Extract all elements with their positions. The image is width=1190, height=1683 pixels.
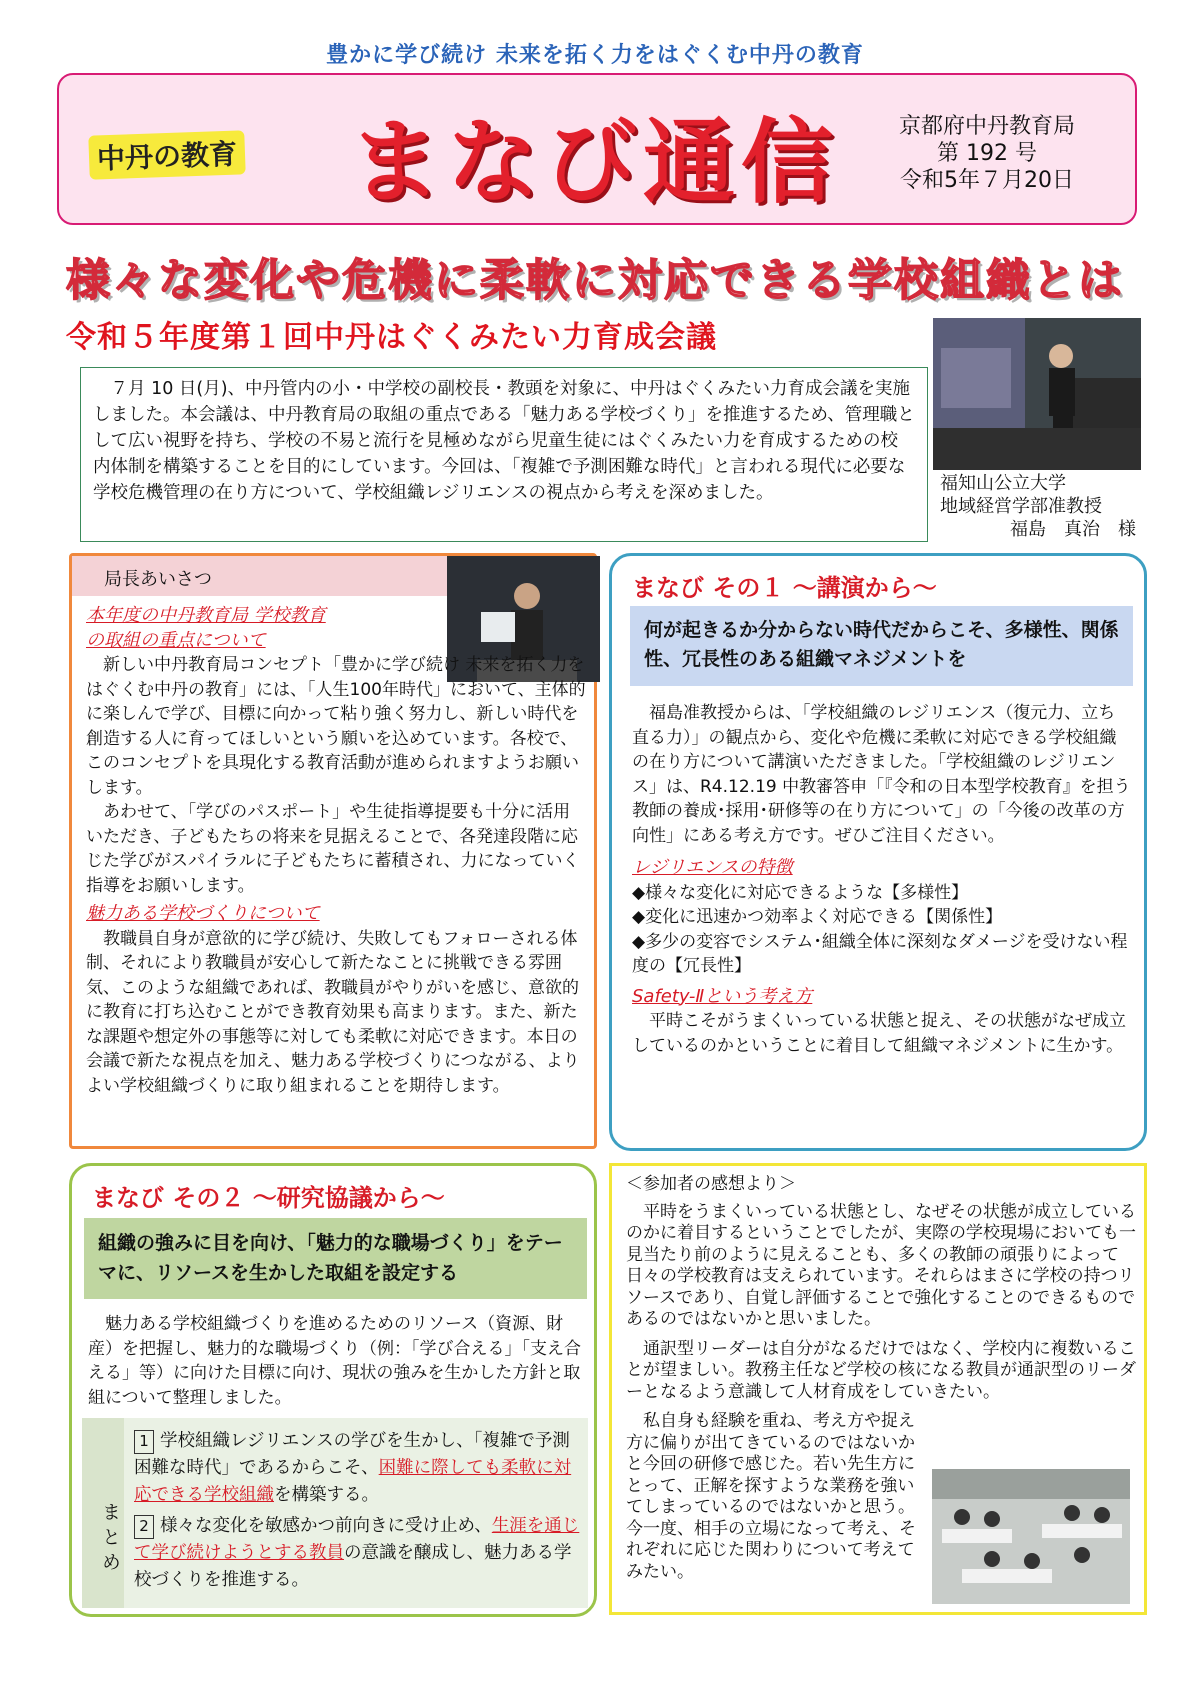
speaker-position: 地域経営学部准教授: [940, 496, 1102, 517]
speaker-photo: [933, 318, 1141, 470]
intro-text: ７月 10 日(月)、中丹管内の小・中学校の副校長・教頭を対象に、中丹はぐくみたい力育成会議を実施しました。本会議は、中丹教育局の取組の重点である「魅力ある学校づくり」を推進するため、管理職として広い視野を持ち、学校の不易と流行を見極めながら児童生徒にはぐくみたい力を育成するための校内体制を構築することを目的にしています。今回は、「複雑で予測困難な時代」と言われる現代に必要な学校危機管理の在り方について、学校組織レジリエンスの視点から考えを深めました。: [93, 379, 915, 503]
summary-box: [82, 1418, 588, 1608]
greeting-body: [86, 604, 586, 1098]
summary-item-2-a: 様々な変化を敏感かつ前向きに受け止め、: [160, 1516, 492, 1536]
greeting-para-1: 新しい中丹教育局コンセプト「豊かに学び続け 未来を拓く力をはぐくむ中丹の教育」には、「人生100年時代」において、主体的に楽しんで学び、目標に向かって粘り強く努力し、新しい時代を創造する人に育ってほしいという願いを込めています。各校で、このコンセプトを具現化する教育活動が進められますようお願いします。: [86, 655, 586, 798]
summary-items: [134, 1428, 580, 1594]
manabi-1-body: [632, 701, 1132, 1058]
feedback-para-1: 平時をうまくいっている状態とし、なぜその状態が成立しているのかに着目するということでしたが、実際の学校現場においても一見当たり前のように見えることも、多くの教師の頑張りによって日々の学校教育は支えられています。それらはまさに学校の持つリソースであり、自覚し評価することで強化することのできるものであるのではないかと思いました。: [626, 1201, 1136, 1329]
issue-number: 第 192 号: [937, 141, 1037, 166]
feedback-section: [609, 1163, 1147, 1615]
speaker-affiliation: 福知山公立大学: [940, 473, 1066, 494]
summary-label: まとめ: [82, 1418, 124, 1608]
resilience-item-3: ◆多少の変容でシステム･組織全体に深刻なダメージを受けない程度の【冗長性】: [632, 931, 1128, 976]
feedback-para-3: 私自身も経験を重ね、考え方や捉え方に偏りが出てきているのではないかと今回の研修で感じた。若い先生方にとって、正解を探すような業務を強いてしまっているのではないかと思う。今一度、相手の立場になって考え、それぞれに応じた関わりについて考えてみたい。: [626, 1411, 917, 1582]
summary-item-2-c: の意識を醸成し、魅力ある学校づくりを推進する。: [134, 1543, 572, 1590]
manabi-1-section: [609, 553, 1147, 1151]
resilience-item-2: ◆変化に迅速かつ効率よく対応できる【関係性】: [632, 907, 1003, 927]
summary-item-1: [134, 1428, 580, 1509]
summary-item-1-highlight: 困難に際しても柔軟に対応できる学校組織: [134, 1458, 572, 1505]
feedback-header: ＜参加者の感想より＞: [626, 1174, 796, 1194]
greeting-para-2: あわせて、「学びのパスポート」や生徒指導提要も十分に活用いただき、子どもたちの将来を見据えることで、各発達段階に応じた学びがスパイラルに子どもたちに蓄積され、力になっていく指導をお願いします。: [86, 802, 580, 896]
issue-date: 令和5年７月20日: [900, 168, 1074, 193]
greeting-header: 局長あいさつ: [72, 556, 447, 596]
feedback-para-2: 通訳型リーダーは自分がなるだけではなく、学校内に複数いることが望ましい。教務主任など学校の核になる教員が通訳型のリーダーとなるよう意識して人材育成をしていきたい。: [626, 1338, 1136, 1402]
safety-heading: Safety-Ⅱという考え方: [632, 985, 813, 1007]
subhead: 令和５年度第１回中丹はぐくみたい力育成会議: [66, 320, 717, 355]
manabi-1-lead: 何が起きるか分からない時代だからこそ、多様性、関係性、冗長性のある組織マネジメントを: [630, 606, 1133, 686]
summary-number-1: 1: [134, 1430, 154, 1454]
brand-logo-text: 中丹の教育: [88, 130, 245, 179]
greeting-heading-1a: 本年度の中丹教育局 学校教育: [86, 605, 326, 626]
newsletter-title: まなび通信: [349, 109, 840, 216]
summary-item-1-a: 学校組織レジリエンスの学びを生かし、「複雑で予測困難な時代」であるからこそ、: [134, 1431, 570, 1478]
headline: 様々な変化や危機に柔軟に対応できる学校組織とは: [66, 255, 1124, 306]
masthead: [57, 73, 1137, 225]
summary-number-2: 2: [134, 1515, 154, 1539]
issuer-name: 京都府中丹教育局: [899, 114, 1076, 139]
manabi-2-title: まなび その２ ～研究協議から～: [92, 1184, 445, 1212]
summary-item-2-highlight: 生涯を通じて学び続けようとする教員: [134, 1516, 580, 1563]
greeting-heading-1b: の取組の重点について: [86, 629, 266, 651]
resilience-item-1: ◆様々な変化に対応できるような【多様性】: [632, 882, 969, 903]
speaker-caption: [940, 472, 1140, 541]
manabi-1-title: まなび その１ ～講演から～: [632, 574, 937, 602]
manabi-2-lead: 組織の強みに目を向け、「魅力的な職場づくり」をテーマに、リソースを生かした取組を設定する: [84, 1218, 587, 1299]
intro-box: [80, 367, 928, 542]
resilience-heading: レジリエンスの特徴: [632, 857, 793, 878]
tagline: 豊かに学び続け 未来を拓く力をはぐくむ中丹の教育: [326, 43, 864, 68]
manabi-2-section: [69, 1163, 597, 1617]
greeting-section: [69, 553, 597, 1149]
summary-item-1-c: を構築する。: [274, 1485, 379, 1505]
manabi-1-para-1: 福島准教授からは、「学校組織のレジリエンス（復元力、立ち直る力）」の観点から、変化や危機に柔軟に対応できる学校組織の在り方について講演いただきました。「学校組織のレジリエンス」は、R4.12.19 中教審答申「『令和の日本型学校教育』を担う教師の養成･採用･研修等の在り方について」の「今後の改革の方向性」にある考え方です。ぜひご注目ください。: [632, 703, 1131, 846]
safety-para: 平時こそがうまくいっている状態と捉え、その状態がなぜ成立しているのかということに着目して組織マネジメントに生かす。: [632, 1011, 1127, 1056]
summary-item-2: [134, 1513, 580, 1594]
feedback-body: [626, 1174, 1136, 1583]
manabi-2-para: 魅力ある学校組織づくりを進めるためのリソース（資源、財産）を把握し、魅力的な職場づくり（例：「学び合える」「支え合える」等）に向けた目標に向け、現状の強みを生かした方針と取組について整理しました。: [88, 1314, 581, 1408]
greeting-para-3: 教職員自身が意欲的に学び続け、失敗してもフォローされる体制、それにより教職員が安心して新たなことに挑戦できる雰囲気、このような組織であれば、教職員がやりがいを感じ、意欲的に教育に打ち込むことができ教育効果も高まります。また、新たな課題や想定外の事態等に対しても柔軟に対応できます。本日の会議で新たな視点を加え、魅力ある学校づくりにつながる、よりよい学校組織づくりに取り組まれることを期待します。: [86, 928, 580, 1096]
issuer-block: [899, 113, 1075, 194]
speaker-name: 福島 真治 様: [1010, 519, 1136, 540]
greeting-heading-2: 魅力ある学校づくりについて: [86, 903, 320, 924]
